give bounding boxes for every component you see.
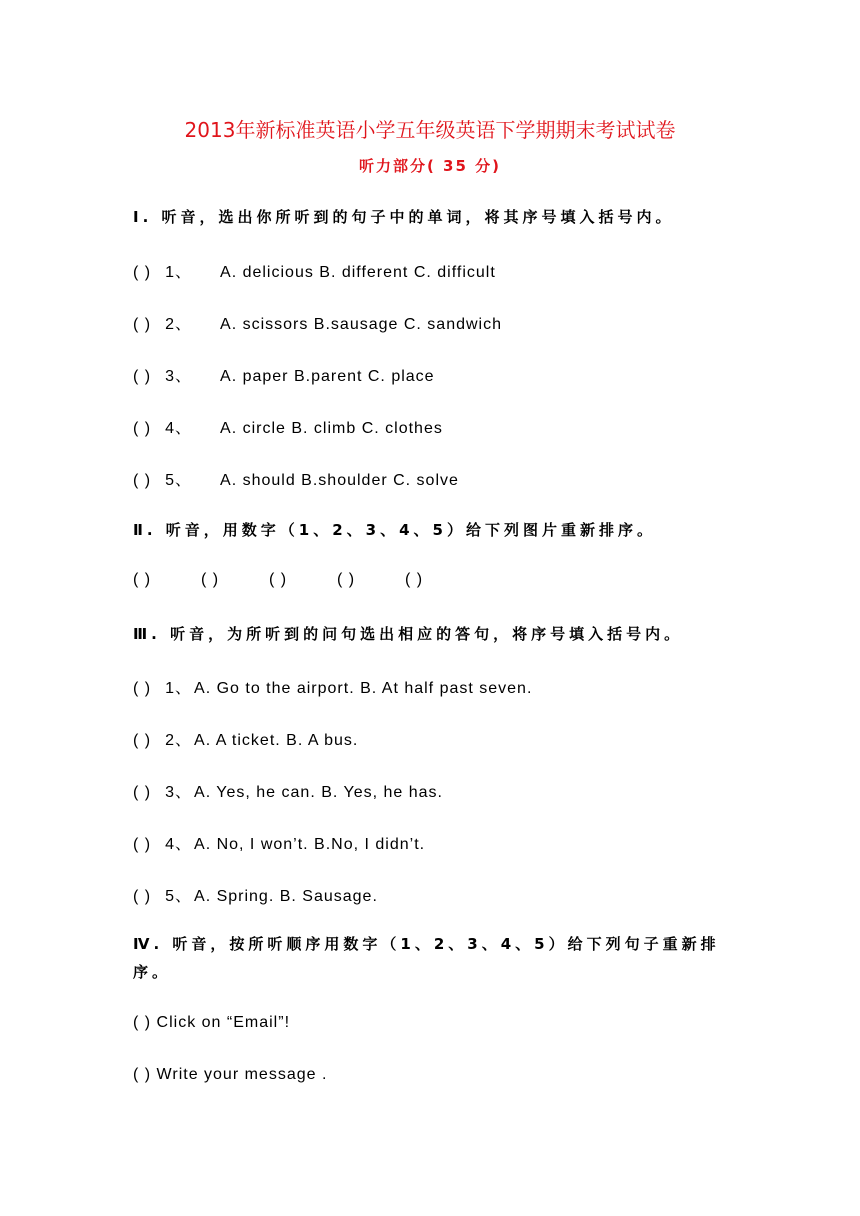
item-options: A. circle B. climb C. clothes: [220, 420, 443, 437]
item-options: A. Go to the airport. B. At half past seven.: [194, 680, 533, 697]
answer-bracket: ( ): [133, 732, 152, 749]
section-3-item: [133, 779, 443, 802]
answer-bracket: ( ): [133, 571, 152, 588]
exam-subtitle: 听力部分( 35 分): [358, 157, 502, 175]
item-number: 2、: [165, 316, 193, 333]
section-1-item: [133, 363, 435, 386]
item-number: 3、: [165, 368, 193, 385]
section-3-item: [133, 675, 532, 698]
item-options: A. scissors B.sausage C. sandwich: [220, 316, 503, 333]
section-1-item: [133, 259, 496, 282]
item-number: 3、: [165, 784, 193, 801]
item-number: 5、: [165, 472, 193, 489]
item-options: A. delicious B. different C. difficult: [220, 264, 496, 281]
section-4-heading: Ⅳ. 听音，按所听顺序用数字（1、2、3、4、5）给下列句子重新排序。: [133, 935, 720, 981]
answer-bracket: ( ): [133, 264, 152, 281]
answer-bracket: ( ): [405, 571, 424, 588]
item-options: A. paper B.parent C. place: [220, 368, 435, 385]
item-number: 4、: [165, 836, 193, 853]
answer-bracket: ( ): [133, 888, 152, 905]
answer-bracket: ( ): [201, 571, 220, 588]
section-4-item: ( ) Click on “Email”!: [133, 1014, 291, 1031]
item-options: A. Spring. B. Sausage.: [194, 888, 378, 905]
answer-bracket: ( ): [269, 571, 288, 588]
item-options: A. A ticket. B. A bus.: [194, 732, 359, 749]
answer-bracket: ( ): [133, 420, 152, 437]
item-number: 1、: [165, 680, 193, 697]
section-2-blanks: [133, 571, 473, 589]
item-number: 2、: [165, 732, 193, 749]
item-options: A. should B.shoulder C. solve: [220, 472, 459, 489]
section-1-item: [133, 415, 443, 438]
section-3-heading: Ⅲ. 听音，为所听到的问句选出相应的答句，将序号填入括号内。: [133, 625, 684, 643]
item-number: 5、: [165, 888, 193, 905]
answer-bracket: ( ): [337, 571, 356, 588]
answer-bracket: ( ): [133, 472, 152, 489]
exam-title: 2013年新标准英语小学五年级英语下学期期末考试试卷: [184, 118, 676, 142]
item-number: 4、: [165, 420, 193, 437]
section-3-item: [133, 727, 358, 750]
answer-bracket: ( ): [133, 784, 152, 801]
item-number: 1、: [165, 264, 193, 281]
section-1-item: [133, 311, 502, 334]
section-4-item: ( ) Write your message .: [133, 1066, 328, 1083]
item-options: A. No, I won’t. B.No, I didn’t.: [194, 836, 426, 853]
answer-bracket: ( ): [133, 368, 152, 385]
section-1-heading: Ⅰ. 听音，选出你所听到的句子中的单词，将其序号填入括号内。: [133, 208, 675, 226]
item-options: A. Yes, he can. B. Yes, he has.: [194, 784, 443, 801]
answer-bracket: ( ): [133, 836, 152, 853]
section-3-item: [133, 883, 378, 906]
section-1-item: [133, 467, 459, 490]
answer-bracket: ( ): [133, 316, 152, 333]
section-3-item: [133, 831, 425, 854]
answer-bracket: ( ): [133, 680, 152, 697]
section-2-heading: Ⅱ. 听音，用数字（1、2、3、4、5）给下列图片重新排序。: [133, 521, 656, 539]
